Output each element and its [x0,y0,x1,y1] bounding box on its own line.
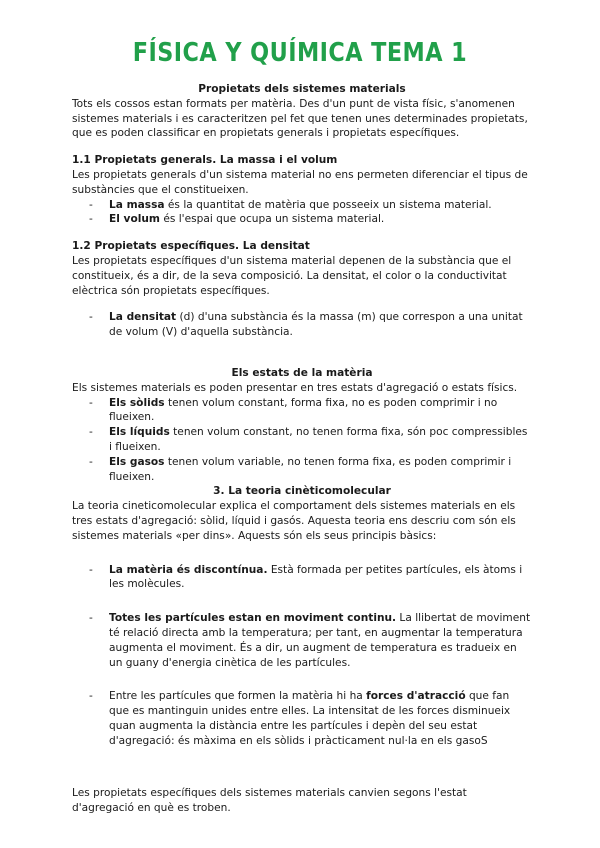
list-item-volume: - El volum és l'espai que ocupa un sistema material. [72,212,532,227]
list-item-density: - La densitat (d) d'una substància és la massa (m) que correspon a una unitat de volum (V) d'aquella substància. [72,310,532,340]
closing-paragraph: Les propietats específiques dels sistemes materials canvien segons l'estat d'agregació en què es troben. [72,787,467,815]
principle-list-1 [72,563,532,593]
section-heading-kinetic-theory: 3. La teoria cinèticomolecular [213,485,391,498]
document-body [72,82,532,816]
principle-list-2 [72,611,532,670]
list-item-gases: - Els gasos tenen volum variable, no tenen forma fixa, es poden comprimir i flueixen. [72,455,532,485]
list-item-continuous-motion: - Totes les partícules estan en moviment continu. La llibertat de moviment té relació directa amb la temperatura; per tant, en augmentar la temperatura augmenta el moviment. És a dir, un augment de temperatura es tradueix en un guany d'energia cinètica de les partícules. [72,611,532,670]
list-item-attraction-forces: - Entre les partícules que formen la matèria hi ha forces d'atracció que fan que es mantinguin unides entre elles. La intensitat de les forces disminueix quan augmenta la distància entre les partícules i depèn del seu estat d'agregació: és màxima en els sòlids i pràcticament nul·la en els gasoS [72,689,532,748]
general-properties-paragraph: Les propietats generals d'un sistema material no ens permeten diferenciar el tipus de substàncies que el constitueixen. [72,168,528,196]
states-intro-paragraph: Els sistemes materials es poden presentar en tres estats d'agregació o estats físics. [72,381,518,394]
kinetic-theory-paragraph: La teoria cineticomolecular explica el comportament dels sistemes materials en els tres estats d'agregació: sòlid, líquid i gasós. Aquesta teoria ens descriu com són els sistemes materials «per dins». Aquests són els seus principis bàsics: [72,500,516,542]
list-item-liquids: - Els líquids tenen volum constant, no tenen forma fixa, són poc compressibles i flueixen. [72,425,532,455]
section-heading-states: Els estats de la matèria [231,366,373,379]
principle-list-3 [72,689,532,748]
specific-properties-list [72,310,532,340]
page-title: FÍSICA Y QUÍMICA TEMA 1 [132,38,468,68]
general-properties-list [72,198,532,228]
subsection-heading-specific: 1.2 Propietats específiques. La densitat [72,240,310,253]
subsection-heading-general: 1.1 Propietats generals. La massa i el volum [72,154,338,167]
specific-properties-paragraph: Les propietats específiques d'un sistema material depenen de la substància que el constitueix, és a dir, de la seva composició. La densitat, el color o la conductivitat elèctrica són propietats específiques. [72,254,512,297]
section-heading-properties: Propietats dels sistemes materials [198,83,406,95]
properties-intro-paragraph: Tots els cossos estan formats per matèria. Des d'un punt de vista físic, s'anomenen sistemes materials i es caracteritzen pel fet que tenen unes determinades propietats, que es poden classificar en propietats generals i propietats específiques. [72,97,528,140]
states-list [72,396,532,485]
list-item-discontinuous: - La matèria és discontínua. Està formada per petites partícules, els àtoms i les molècules. [72,563,532,593]
list-item-solids: - Els sòlids tenen volum constant, forma fixa, no es poden comprimir i no flueixen. [72,396,532,426]
list-item-mass: - La massa és la quantitat de matèria que posseeix un sistema material. [72,198,532,213]
